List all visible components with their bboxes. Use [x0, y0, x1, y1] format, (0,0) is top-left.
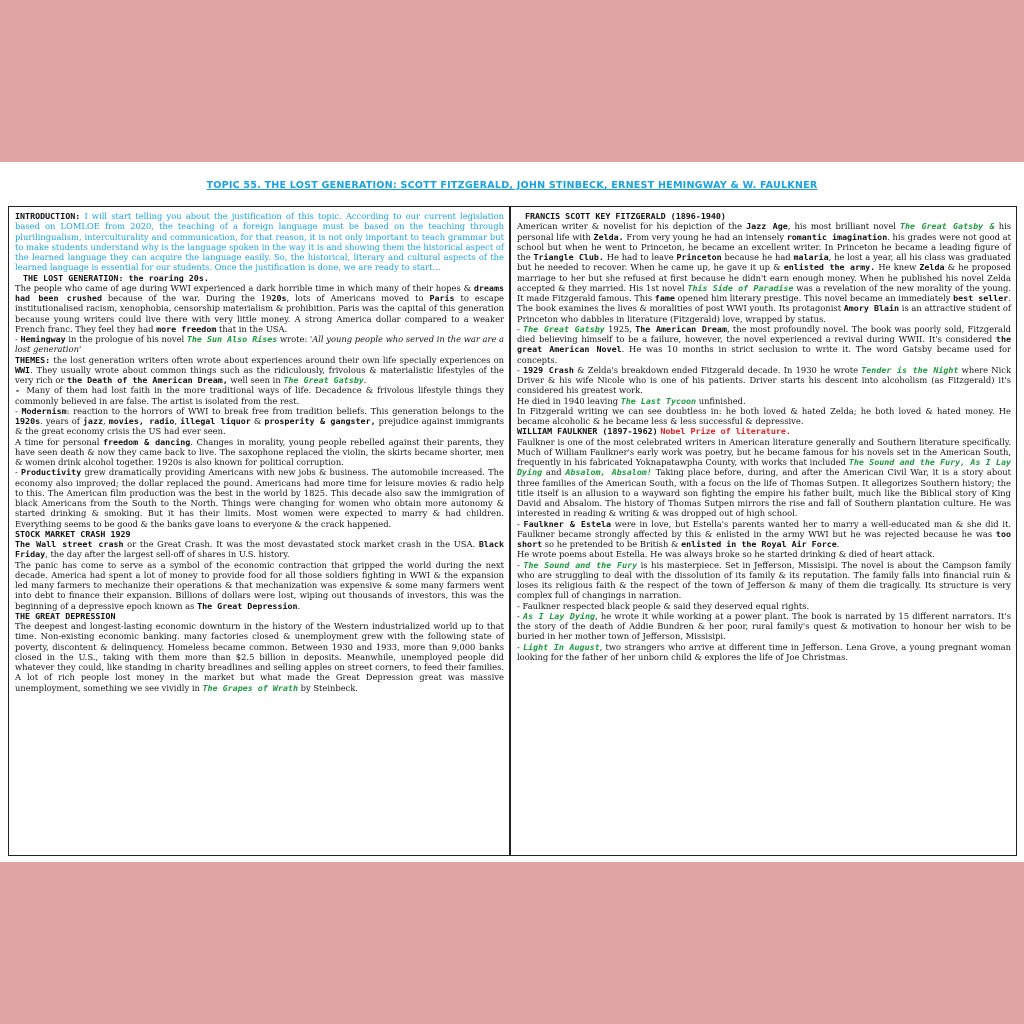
text-run: Tender is the Night — [861, 364, 959, 375]
fitzgerald-paragraph-1 — [517, 221, 1011, 324]
fitzgerald-paragraph-gatsby — [517, 324, 1011, 365]
text-run: the lost generation writers often wrote about experiences around their own life specially experiences on — [50, 354, 504, 365]
text-run: & — [250, 416, 265, 426]
text-run: & Zelda's breakdown ended Fitzgerald decade. In 1930 he wrote — [573, 364, 862, 375]
text-run: The panic has come to serve as a symbol of the economic contraction that gripped the world during the next decade. America had spent a lot of money to provide food for all those soldiers fighting in WWI & the expansion led many farmers to mechanize their operations & that mechanization was expensive & some many farmers went into debt to finance their expansion. Billions of dollars were lost, wiping out thousands of investors, this was the beginning of a depressive epoch known as — [15, 559, 504, 611]
text-run: The Sound and the Fury — [523, 559, 638, 570]
text-run: Modernism — [21, 405, 67, 416]
text-run: He knew — [875, 262, 920, 273]
paragraph-1 — [15, 283, 504, 334]
text-run: - — [15, 385, 27, 396]
paragraph-2 — [15, 334, 504, 355]
text-run: by Steinbeck. — [297, 682, 359, 693]
text-run: , lots of Americans moved to — [286, 293, 430, 303]
text-run: . — [297, 600, 301, 611]
text-run: The Grapes of Wrath — [202, 682, 298, 693]
document-sheet — [0, 162, 1024, 862]
text-run: 1920s — [15, 416, 41, 426]
text-run: Paris — [429, 293, 455, 303]
text-run: - — [15, 467, 21, 478]
text-run: Light In August — [523, 641, 600, 652]
paragraph-6 — [15, 437, 504, 468]
text-run: The Great Depression — [197, 600, 298, 611]
text-run: The American Dream — [635, 323, 727, 334]
text-run: . his grades were not good at school but when he went to Princeton, he became an excellent writer. In Princeton he became a leading figure of the — [517, 231, 1011, 262]
fitzgerald-heading: FRANCIS SCOTT KEY FITZGERALD (1896-1940) — [525, 211, 726, 221]
text-run: WWI — [15, 364, 31, 375]
text-run: : reaction to the horrors of WWI to break free from tradition beliefs. This generation belongs to the — [66, 405, 504, 416]
text-run: because he had — [721, 252, 794, 262]
text-run: Triangle Club. — [533, 252, 604, 262]
intro-paragraph — [15, 211, 504, 273]
text-run: enlisted the army. — [783, 262, 876, 273]
page-title: TOPIC 55. THE LOST GENERATION: SCOTT FITZGERALD, JOHN STINBECK, ERNEST HEMINGWAY & W. FAULKNER — [206, 180, 818, 191]
text-run: This Side of Paradise — [687, 282, 794, 293]
text-run: or the Great Crash. It was the most devastated stock market crash in the USA. — [123, 539, 479, 549]
text-run: The Sun Also Rises — [186, 334, 278, 344]
text-run: illegal liquor — [180, 416, 251, 426]
text-run: , the day after the largest sell-off of shares in U.S. history. — [45, 549, 290, 560]
text-run: - — [517, 610, 524, 621]
text-run: He wrote poems about Estella. He was always broke so he started drinking & died of heart attack. — [517, 549, 935, 560]
text-run: more freedom — [156, 323, 217, 334]
intro-label: INTRODUCTION: — [15, 211, 81, 221]
text-run: . The book examines the lives & moralities of post WWI youth. Its protagonist — [517, 293, 1011, 314]
text-run: . Changes in morality, young people rebelled against their parents, they have seen death & now they came back to live. The saxophone replaced the violin, the skirts became shorter, men & women drink alcohol together. 1920s is also known for political corruption. — [15, 436, 504, 467]
text-run: unfinished. — [696, 395, 746, 406]
text-run: The Great Gatsby — [283, 375, 364, 385]
text-run: to escape institutionalised racism, xenophobia, censorship materialism & prohibition. Paris was the capital of this generation because young writers could live there with very little money. A strong America dollar compared to a weaker French franc. They feel they had — [15, 293, 504, 334]
text-run: is an attractive student of Princeton who dabbles in literature (Fitzgerald) love, wrapped by status. — [517, 303, 1011, 324]
text-run: , he lost a year, all his class was graduated but he needed to recover. When he came up, he gave it up & — [517, 252, 1011, 273]
text-run: He died in 1940 leaving — [517, 395, 621, 406]
intro-text: I will start telling you about the justification of this topic. According to our current legislation based on LOMLOE from 2020, the teaching of a foreign language must be based on the teaching through plurilingualism, interculturality and communication, for that reason, it is not only important to teach grammar but to make students understand why is the language spoken in the way it is and showing them the historical aspect of the learned language they can acquire the language easily. So, the historical, literary and cultural aspects of the learned language is essential for our students. Once the justification is done, we are ready to start… — [15, 211, 504, 273]
text-run: , — [174, 416, 181, 426]
text-run: - — [517, 364, 524, 375]
text-run: The Wall street crash — [15, 539, 124, 549]
text-run: As I Lay Dying — [523, 610, 596, 621]
text-run: Faulkner & Estela — [523, 518, 612, 529]
text-run: movies, radio — [108, 416, 175, 426]
text-run: Black Friday — [15, 539, 504, 560]
text-run: , the most profoundly novel. The book was poorly sold, Fitzgerald died believing himself to be a failure, however, the novel experienced a revival during WWII. It's considered — [517, 323, 1011, 344]
paragraph-productivity — [15, 467, 504, 529]
text-run: - — [15, 405, 22, 416]
paragraph-4 — [15, 385, 504, 406]
text-run: 'All young people who served in the war are a lost generation' — [15, 334, 505, 355]
text-run: romantic imagination — [786, 231, 888, 242]
text-run: Zelda — [919, 262, 945, 273]
text-run: The people who came of age during WWI experienced a dark horrible time in which many of their hopes & — [15, 282, 474, 293]
crash-heading: STOCK MARKET CRASH 1929 — [15, 528, 131, 539]
fitzgerald-paragraph-crash — [517, 365, 1011, 396]
text-run: where Nick Driver & his wife Nicole who is one of his patients. Driver starts his descent into alcoholism (as Fitzgerald) it's considered his greatest work. — [517, 364, 1011, 396]
text-run: Productivity — [20, 467, 82, 478]
text-run: Zelda. — [593, 231, 624, 242]
text-run: Amory Blain — [843, 303, 900, 314]
text-run: opened him literary prestige. This novel became an immediately — [674, 293, 954, 303]
fitzgerald-paragraph-summary — [517, 406, 1011, 427]
text-run: so he pretended to be British & — [542, 539, 682, 549]
text-run: the Death of the American Dream, — [67, 375, 228, 385]
text-run: - — [517, 323, 524, 334]
faulkner-paragraph-august — [517, 642, 1011, 663]
text-run: and — [542, 467, 566, 478]
text-run: 1929 Crash — [523, 364, 574, 375]
text-run: , two strangers who arrive at different time in Jefferson. Lena Grove, a young pregnant woman looking for the father of her unborn child & explores the life of Joe Christmas. — [517, 641, 1011, 662]
text-run: - — [517, 518, 524, 529]
text-run: , his most brilliant novel — [787, 221, 900, 232]
text-run: jazz — [82, 416, 103, 426]
text-run: THEMES: — [15, 354, 51, 365]
text-run: He had to leave — [603, 252, 677, 262]
text-run: . They usually wrote about common things such as the ridiculously, frivolous & materialistic lifestyles of the very rich or — [15, 364, 504, 385]
text-run: Taking place before, during, and after the American Civil War, it is a story about three families of the American South, with a focus on the life of Thomas Sutpen. It allegorizes Southern history; the title itself is an allusion to a wayward son fighting the empire his father built, much like the Biblical story of King David and Absalom. The history of Thomas Sutpen mirrors the rise and fall of Southern plantation culture. He was interested in reading & writing & was dropped out of high school. — [517, 467, 1011, 519]
text-run: his personal life with — [517, 221, 1012, 242]
paragraph-panic — [15, 560, 504, 611]
fitzgerald-paragraph-death — [517, 396, 1011, 406]
text-run: In Fitzgerald writing we can see doubtless in: he both loved & hated Zelda; he both loved & hated money. He became alcoholic & he became less & less successful & depressive. — [517, 405, 1011, 426]
text-run: enlisted in the Royal Air Force — [681, 539, 837, 549]
text-run: Hemingway — [20, 334, 66, 344]
faulkner-paragraph-dying — [517, 611, 1011, 642]
text-run: The Great Gatsby — [523, 323, 605, 334]
text-run: prosperity & gangster, — [264, 416, 376, 426]
text-run: . years of — [40, 416, 83, 426]
faulkner-paragraph-poems — [517, 549, 1011, 559]
faulkner-heading: WILLIAM FAULKNER (1897-1962) — [517, 426, 658, 437]
text-run: was a revelation of the new morality of the young. It made Fitzgerald famous. This — [517, 282, 1011, 303]
text-run: The deepest and longest-lasting economic downturn in the history of the Western industrialized world up to that time. Non-existing economic banking. many factories closed & unemployment grew with the following state of poverty, discontent & delinquency. Homeless became common. Between 1930 and 1933, more than 9,000 banks closed in the U.S., taking with them more than $2.5 billion in deposits. Meanwhile, unemployed people did whatever they could, like standing in charity breadlines and selling apples on street corners, to feed their families. A lot of rich people lost money in the market but what made the Great Depression great was massive unemployment, something we see vividly in — [15, 621, 504, 693]
text-run: too short — [517, 528, 1011, 549]
lost-generation-heading: THE LOST GENERATION: the roaring 20s. — [23, 272, 209, 283]
faulkner-paragraph-estela — [517, 519, 1011, 550]
text-run: malaria — [793, 252, 829, 262]
text-run: in the prologue of his novel — [65, 334, 187, 344]
left-column — [8, 206, 510, 856]
text-run: - — [15, 334, 21, 344]
text-run: - — [517, 641, 524, 652]
paragraph-modernism — [15, 406, 504, 437]
text-run: dreams had been crushed — [15, 282, 504, 303]
text-run: 1925, — [604, 323, 636, 334]
text-run: the great American Novel — [517, 334, 1011, 355]
text-run: Absalom, Absalom! — [565, 467, 652, 478]
text-run: , — [103, 416, 109, 426]
text-run: The Great Gatsby & — [900, 221, 995, 232]
faulkner-paragraph-sound-fury — [517, 560, 1011, 601]
text-run: American writer & novelist for his depiction of the — [517, 221, 747, 232]
text-run: The Last Tycoon — [620, 395, 697, 406]
text-run: - Faulkner respected black people & said they deserved equal rights. — [517, 600, 810, 611]
text-run: The Sound and the Fury, As I Lay Dying — [517, 457, 1011, 478]
text-run: fame — [654, 293, 675, 303]
depression-heading: THE GREAT DEPRESSION — [15, 610, 116, 621]
paragraph-depression — [15, 621, 504, 693]
paragraph-crash — [15, 539, 504, 560]
right-column — [510, 206, 1017, 856]
text-run: freedom & dancing — [103, 436, 191, 447]
text-run: grew dramatically providing Americans with new jobs & business. The automobile increased. The economy also improved; the dollar replaced the pound. Americans had more time for leisure movies & radio help to this. The American film production was the best in the world by 1825. This decade also saw the immigration of black Americans from the South to the North. Things were changing for women who obtain more autonomy & started drinking & smoking. But it has their limits. Most women were expected to marry & had children. Everything seems to be good & the banks gave loans to everyone & the crack happened. — [15, 467, 504, 529]
text-run: , he wrote it while working at a power plant. The book is narrated by 15 different narrators. It's the story of the death of Addie Bundren & her poor, rural family's quest & motivation to honour her wish to be buried in her mother town of Jefferson, Missisipi. — [517, 610, 1011, 642]
text-run: Faulkner is one of the most celebrated writers in American literature generally and Southern literature specifically. Much of William Faulkner's early work was poetry, but he became famous for his novels set in the American South, frequently in his fabricated Yoknapatawpha County, with works that included — [517, 436, 1011, 467]
text-run: were in love, but Estella's parents wanted her to marry a well-educated man & she did it. Faulkner became strongly affected by this & enlisted in the army WWI but he was rejected because he was — [517, 518, 1011, 539]
text-run: & he proposed marriage to her but she refused at first because he didn't earn enough money. When he published his novel Zelda accepted & they married. His 1st novel — [517, 262, 1011, 293]
text-run: - — [517, 559, 524, 570]
text-run: . He was 10 months in strict seclusion to write it. The word Gatsby became used for concepts. — [517, 344, 1012, 365]
text-run: is his masterpiece. Set in Jefferson, Missisipi. The novel is about the Campson family who are struggling to deal with the dissolution of its family & its reputation. The family falls into financial ruin & loses its religious faith & the respect of the town of Jefferson & many of them die tragically. Its structure is very complex full of changings in narration. — [517, 559, 1012, 601]
text-run: best seller — [953, 293, 1009, 303]
text-run: Many of them had lost faith in the more traditional ways of life. Decadence & frivolous lifestyle things they commonly believed in are false. The artist is isolated from the rest. — [15, 385, 505, 406]
paragraph-themes — [15, 355, 504, 386]
text-run: because of the war. During the 19 — [101, 293, 272, 303]
faulkner-paragraph-rights — [517, 601, 1011, 611]
faulkner-paragraph-1 — [517, 437, 1011, 519]
text-run: Jazz Age — [746, 221, 788, 232]
text-run: that in the USA. — [216, 323, 288, 334]
text-run: prejudice against immigrants & the great economy crisis the US had ever seen. — [15, 416, 505, 437]
text-run: well seen in — [227, 375, 284, 385]
text-run: . — [363, 375, 367, 385]
text-run: wrote: — [277, 334, 310, 344]
text-run: A time for personal — [15, 436, 103, 447]
text-run: Princeton — [676, 252, 722, 262]
text-run: From very young he had an intensely — [623, 231, 787, 242]
text-run: 20s — [271, 293, 287, 303]
nobel-label: Nobel Prize of literature. — [660, 426, 791, 437]
text-run: . — [836, 539, 840, 549]
faulkner-heading-line — [517, 426, 1011, 436]
